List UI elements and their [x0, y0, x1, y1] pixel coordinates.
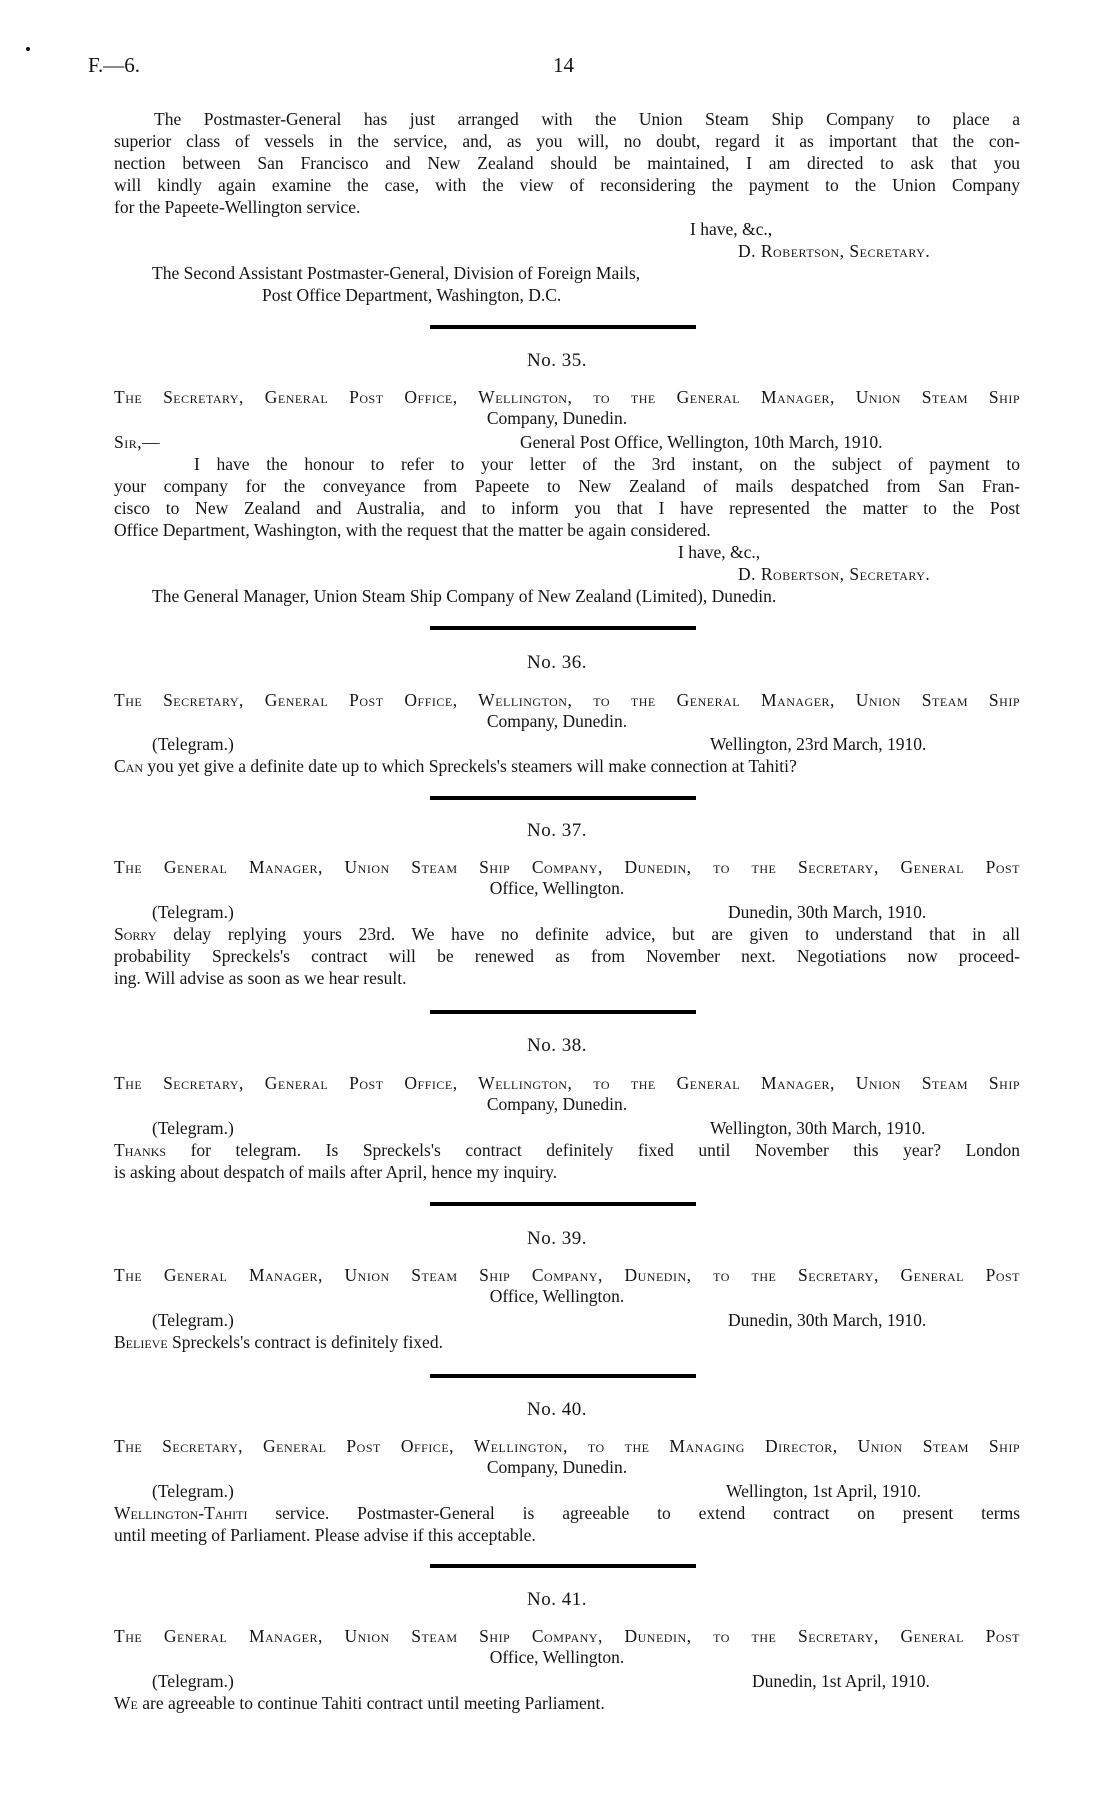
letter-heading: Company, Dunedin.	[486, 711, 628, 731]
letter-heading: Company, Dunedin.	[486, 408, 628, 428]
place-date: Wellington, 30th March, 1910.	[710, 1118, 926, 1138]
body-line: Believe Spreckels's contract is definitely fixed.	[114, 1332, 443, 1352]
letter-heading: Company, Dunedin.	[486, 1457, 628, 1477]
letter-heading: Office, Wellington.	[489, 1286, 625, 1306]
letter-number: No. 37.	[527, 820, 587, 841]
section-divider	[430, 1202, 696, 1206]
letter-heading: Office, Wellington.	[489, 878, 625, 898]
body-line: Sorry delay replying yours 23rd. We have no definite advice, but are given to understand that in all	[114, 924, 1021, 944]
body-line: ing. Will advise as soon as we hear result.	[114, 968, 407, 988]
body-line: Office Department, Washington, with the request that the matter be again considered.	[114, 520, 711, 540]
intro-line: will kindly again examine the case, with the view of reconsidering the payment to the Union Company	[114, 175, 1020, 195]
addressee: Post Office Department, Washington, D.C.	[262, 285, 562, 305]
body-line: Thanks for telegram. Is Spreckels's contract definitely fixed until November this year? London	[114, 1140, 1021, 1160]
letter-heading: The General Manager, Union Steam Ship Company, Dunedin, to the Secretary, General Post	[114, 1265, 1020, 1285]
telegram-label: (Telegram.)	[152, 734, 234, 754]
intro-line: superior class of vessels in the service, and, as you will, no doubt, regard it as important that the con-	[114, 131, 1020, 151]
telegram-label: (Telegram.)	[152, 1310, 234, 1330]
letter-number: No. 35.	[527, 350, 587, 371]
letter-heading: The Secretary, General Post Office, Wellington, to the Managing Director, Union Steam Ship	[114, 1436, 1020, 1456]
place-date: Wellington, 23rd March, 1910.	[710, 734, 927, 754]
closing: I have, &c.,	[678, 542, 761, 562]
section-divider	[430, 325, 696, 329]
telegram-label: (Telegram.)	[152, 902, 234, 922]
letter-number: No. 36.	[527, 652, 587, 673]
section-divider	[430, 1010, 696, 1014]
telegram-label: (Telegram.)	[152, 1118, 234, 1138]
section-divider	[430, 626, 696, 630]
place-date: Dunedin, 30th March, 1910.	[728, 902, 927, 922]
body-line: We are agreeable to continue Tahiti contract until meeting Parliament.	[114, 1693, 605, 1713]
intro-line: The Postmaster-General has just arranged with the Union Steam Ship Company to place a	[154, 109, 1020, 129]
telegram-label: (Telegram.)	[152, 1671, 234, 1691]
page-number: 14	[553, 53, 574, 77]
body-line: cisco to New Zealand and Australia, and to inform you that I have represented the matter to the Post	[114, 498, 1020, 518]
addressee: The Second Assistant Postmaster-General, Division of Foreign Mails,	[152, 263, 641, 283]
closing: I have, &c.,	[690, 219, 773, 239]
section-divider	[430, 1374, 696, 1378]
place-date: General Post Office, Wellington, 10th March, 1910.	[520, 432, 883, 452]
place-date: Dunedin, 1st April, 1910.	[752, 1671, 930, 1691]
intro-line: for the Papeete-Wellington service.	[114, 197, 361, 217]
letter-number: No. 41.	[527, 1589, 587, 1610]
letter-heading: Office, Wellington.	[489, 1647, 625, 1667]
body-line: I have the honour to refer to your letter of the 3rd instant, on the subject of payment to	[194, 454, 1020, 474]
letter-number: No. 40.	[527, 1399, 587, 1420]
body-line: Can you yet give a definite date up to which Spreckels's steamers will make connection at Tahiti?	[114, 756, 797, 776]
addressee: The General Manager, Union Steam Ship Company of New Zealand (Limited), Dunedin.	[152, 586, 777, 606]
intro-line: nection between San Francisco and New Zealand should be maintained, I am directed to ask that you	[114, 153, 1020, 173]
letter-heading: The General Manager, Union Steam Ship Company, Dunedin, to the Secretary, General Post	[114, 857, 1020, 877]
telegram-label: (Telegram.)	[152, 1481, 234, 1501]
document-reference: F.—6.	[88, 53, 140, 77]
section-divider	[430, 1564, 696, 1568]
section-divider	[430, 796, 696, 800]
letter-number: No. 39.	[527, 1228, 587, 1249]
salutation: Sir,—	[114, 432, 161, 452]
body-line: until meeting of Parliament. Please advise if this acceptable.	[114, 1525, 536, 1545]
body-line: probability Spreckels's contract will be renewed as from November next. Negotiations now proceed-	[114, 946, 1020, 966]
letter-heading: The Secretary, General Post Office, Wellington, to the General Manager, Union Steam Ship	[114, 1073, 1020, 1093]
place-date: Wellington, 1st April, 1910.	[726, 1481, 921, 1501]
body-line: Wellington-Tahiti service. Postmaster-General is agreeable to extend contract on present terms	[114, 1503, 1021, 1523]
signature: D. Robertson, Secretary.	[738, 564, 931, 584]
letter-heading: The Secretary, General Post Office, Wellington, to the General Manager, Union Steam Ship	[114, 690, 1020, 710]
signature: D. Robertson, Secretary.	[738, 241, 931, 261]
body-line: is asking about despatch of mails after April, hence my inquiry.	[114, 1162, 558, 1182]
letter-heading: Company, Dunedin.	[486, 1094, 628, 1114]
place-date: Dunedin, 30th March, 1910.	[728, 1310, 927, 1330]
scan-speck	[26, 47, 30, 51]
letter-heading: The Secretary, General Post Office, Wellington, to the General Manager, Union Steam Ship	[114, 387, 1020, 407]
letter-number: No. 38.	[527, 1035, 587, 1056]
body-line: your company for the conveyance from Papeete to New Zealand of mails despatched from San Fran-	[114, 476, 1020, 496]
letter-heading: The General Manager, Union Steam Ship Company, Dunedin, to the Secretary, General Post	[114, 1626, 1020, 1646]
